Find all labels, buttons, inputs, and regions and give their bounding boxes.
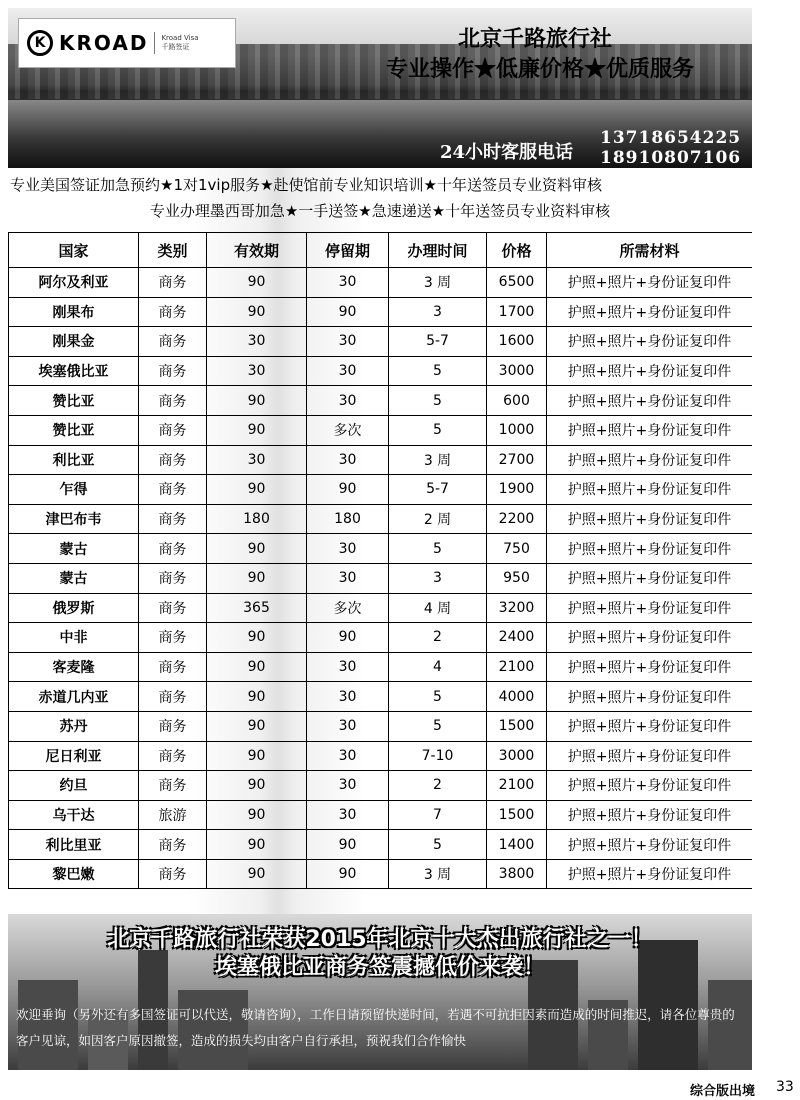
cell-country: 利比里亚 <box>9 830 139 860</box>
cell-materials: 护照+照片+身份证复印件 <box>547 356 753 386</box>
cell-materials: 护照+照片+身份证复印件 <box>547 563 753 593</box>
cell-category: 商务 <box>139 415 207 445</box>
cell-stay: 30 <box>307 327 389 357</box>
header-processing-time: 办理时间 <box>389 233 487 268</box>
cell-price: 2100 <box>487 652 547 682</box>
cell-country: 津巴布韦 <box>9 504 139 534</box>
cell-processing-time: 7 <box>389 800 487 830</box>
cell-validity: 90 <box>207 859 307 889</box>
cell-processing-time: 7-10 <box>389 741 487 771</box>
cell-validity: 90 <box>207 297 307 327</box>
cell-country: 埃塞俄比亚 <box>9 356 139 386</box>
cell-stay: 30 <box>307 741 389 771</box>
cell-price: 3800 <box>487 859 547 889</box>
cell-category: 商务 <box>139 623 207 653</box>
table-row <box>9 445 753 475</box>
cell-stay: 30 <box>307 800 389 830</box>
cell-stay: 30 <box>307 771 389 801</box>
cell-category: 商务 <box>139 652 207 682</box>
cell-category: 商务 <box>139 534 207 564</box>
footer-section-name: 综合版出境 <box>690 1084 756 1099</box>
cell-category: 商务 <box>139 356 207 386</box>
cell-price: 2100 <box>487 771 547 801</box>
table-row <box>9 504 753 534</box>
cell-price: 6500 <box>487 268 547 298</box>
table-row <box>9 859 753 889</box>
cell-materials: 护照+照片+身份证复印件 <box>547 741 753 771</box>
advertisement-page <box>8 8 752 1070</box>
cell-stay: 90 <box>307 297 389 327</box>
cell-processing-time: 2 <box>389 771 487 801</box>
cell-stay: 多次 <box>307 593 389 623</box>
cell-category: 商务 <box>139 445 207 475</box>
cell-price: 1500 <box>487 711 547 741</box>
cell-validity: 90 <box>207 415 307 445</box>
cell-stay: 30 <box>307 563 389 593</box>
cell-category: 商务 <box>139 741 207 771</box>
cell-country: 俄罗斯 <box>9 593 139 623</box>
table-row <box>9 386 753 416</box>
header-banner <box>8 8 752 168</box>
cell-country: 约旦 <box>9 771 139 801</box>
cell-processing-time: 3 周 <box>389 445 487 475</box>
cell-processing-time: 4 <box>389 652 487 682</box>
page-number: 33 <box>776 1079 794 1095</box>
cell-validity: 90 <box>207 741 307 771</box>
cell-stay: 30 <box>307 445 389 475</box>
cell-country: 赤道几内亚 <box>9 682 139 712</box>
cell-validity: 90 <box>207 830 307 860</box>
cell-country: 刚果布 <box>9 297 139 327</box>
cell-category: 商务 <box>139 830 207 860</box>
cell-stay: 90 <box>307 830 389 860</box>
cell-validity: 30 <box>207 327 307 357</box>
cell-materials: 护照+照片+身份证复印件 <box>547 386 753 416</box>
cell-country: 尼日利亚 <box>9 741 139 771</box>
cell-processing-time: 2 <box>389 623 487 653</box>
cell-stay: 30 <box>307 711 389 741</box>
cell-category: 商务 <box>139 297 207 327</box>
cell-materials: 护照+照片+身份证复印件 <box>547 682 753 712</box>
cell-price: 1400 <box>487 830 547 860</box>
table-row <box>9 741 753 771</box>
table-row <box>9 623 753 653</box>
cell-processing-time: 3 周 <box>389 268 487 298</box>
cell-validity: 30 <box>207 445 307 475</box>
cell-materials: 护照+照片+身份证复印件 <box>547 327 753 357</box>
cell-validity: 90 <box>207 534 307 564</box>
cell-category: 商务 <box>139 268 207 298</box>
cell-stay: 30 <box>307 652 389 682</box>
agency-slogan: 专业操作★低廉价格★优质服务 <box>386 56 695 82</box>
table-row <box>9 800 753 830</box>
header-materials: 所需材料 <box>547 233 753 268</box>
cell-stay: 30 <box>307 356 389 386</box>
cell-materials: 护照+照片+身份证复印件 <box>547 475 753 505</box>
cell-processing-time: 2 周 <box>389 504 487 534</box>
cell-price: 1900 <box>487 475 547 505</box>
cell-validity: 30 <box>207 356 307 386</box>
cell-materials: 护照+照片+身份证复印件 <box>547 297 753 327</box>
table-row <box>9 711 753 741</box>
cell-stay: 30 <box>307 386 389 416</box>
cell-stay: 180 <box>307 504 389 534</box>
kroad-logo <box>18 18 236 68</box>
table-row <box>9 563 753 593</box>
cell-price: 3200 <box>487 593 547 623</box>
notice-mexico-visa: 专业办理墨西哥加急★一手送签★急速递送★十年送签员专业资料审核 <box>149 202 611 220</box>
cell-validity: 90 <box>207 563 307 593</box>
cell-validity: 90 <box>207 268 307 298</box>
table-row <box>9 415 753 445</box>
cell-price: 2700 <box>487 445 547 475</box>
cell-materials: 护照+照片+身份证复印件 <box>547 504 753 534</box>
cell-country: 中非 <box>9 623 139 653</box>
cell-category: 商务 <box>139 593 207 623</box>
cell-materials: 护照+照片+身份证复印件 <box>547 593 753 623</box>
cell-processing-time: 5-7 <box>389 475 487 505</box>
disclaimer-text: 欢迎垂询（另外还有多国签证可以代送，敬请咨询），工作日请预留快递时间，若遇不可抗拒因素而造成的时间推迟，请各位尊贵的客户见谅，如因客户原因撤签，造成的损失均由客户自行承担，预祝我们合作愉快 <box>16 1007 735 1048</box>
cell-category: 商务 <box>139 327 207 357</box>
cell-processing-time: 5 <box>389 415 487 445</box>
cell-materials: 护照+照片+身份证复印件 <box>547 800 753 830</box>
cell-validity: 365 <box>207 593 307 623</box>
cell-country: 刚果金 <box>9 327 139 357</box>
logo-subtitle-en: Kroad Visa <box>161 34 199 42</box>
hotline-label: 24小时客服电话 <box>440 142 574 163</box>
cell-price: 1700 <box>487 297 547 327</box>
logo-subtitle-cn: 千路签证 <box>161 43 190 51</box>
cell-stay: 30 <box>307 682 389 712</box>
table-row <box>9 682 753 712</box>
cell-processing-time: 5 <box>389 682 487 712</box>
cell-price: 750 <box>487 534 547 564</box>
agency-name: 北京千路旅行社 <box>458 26 613 52</box>
table-row <box>9 534 753 564</box>
phone-number-1[interactable]: 13718654225 <box>600 128 742 148</box>
cell-materials: 护照+照片+身份证复印件 <box>547 830 753 860</box>
cell-stay: 90 <box>307 475 389 505</box>
cell-processing-time: 3 周 <box>389 859 487 889</box>
cell-validity: 90 <box>207 682 307 712</box>
cell-validity: 90 <box>207 623 307 653</box>
visa-price-table <box>8 232 752 889</box>
table-row <box>9 593 753 623</box>
logo-divider <box>154 32 155 54</box>
cell-processing-time: 3 <box>389 563 487 593</box>
cell-validity: 90 <box>207 386 307 416</box>
cell-category: 商务 <box>139 771 207 801</box>
cell-materials: 护照+照片+身份证复印件 <box>547 534 753 564</box>
table-row <box>9 771 753 801</box>
cell-price: 2200 <box>487 504 547 534</box>
cell-processing-time: 5 <box>389 711 487 741</box>
header-price: 价格 <box>487 233 547 268</box>
cell-stay: 多次 <box>307 415 389 445</box>
cell-stay: 30 <box>307 534 389 564</box>
visa-table-body <box>9 268 753 889</box>
promo-ethiopia: 埃塞俄比亚商务签震撼低价来袭！ <box>214 955 545 980</box>
cell-price: 1000 <box>487 415 547 445</box>
table-row <box>9 652 753 682</box>
cell-processing-time: 5 <box>389 386 487 416</box>
cell-price: 2400 <box>487 623 547 653</box>
cell-processing-time: 5-7 <box>389 327 487 357</box>
promo-award: 北京千路旅行社荣获2015年北京十大杰出旅行社之一！ <box>107 927 653 952</box>
cell-validity: 180 <box>207 504 307 534</box>
cell-category: 商务 <box>139 386 207 416</box>
page-footer <box>0 1080 800 1100</box>
cell-price: 1500 <box>487 800 547 830</box>
cell-validity: 90 <box>207 652 307 682</box>
cell-validity: 90 <box>207 475 307 505</box>
cell-country: 黎巴嫩 <box>9 859 139 889</box>
cell-category: 商务 <box>139 682 207 712</box>
cell-price: 3000 <box>487 741 547 771</box>
table-row <box>9 356 753 386</box>
cell-processing-time: 5 <box>389 356 487 386</box>
table-row <box>9 475 753 505</box>
cell-category: 商务 <box>139 504 207 534</box>
cell-country: 乍得 <box>9 475 139 505</box>
cell-category: 商务 <box>139 563 207 593</box>
phone-number-2[interactable]: 18910807106 <box>600 148 742 168</box>
cell-validity: 90 <box>207 771 307 801</box>
header-country: 国家 <box>9 233 139 268</box>
cell-materials: 护照+照片+身份证复印件 <box>547 711 753 741</box>
cell-processing-time: 5 <box>389 534 487 564</box>
cell-validity: 90 <box>207 711 307 741</box>
table-row <box>9 327 753 357</box>
cell-category: 旅游 <box>139 800 207 830</box>
header-stay: 停留期 <box>307 233 389 268</box>
cell-country: 蒙古 <box>9 534 139 564</box>
cell-country: 客麦隆 <box>9 652 139 682</box>
table-row <box>9 830 753 860</box>
logo-mark-icon: K <box>27 30 53 56</box>
cell-price: 950 <box>487 563 547 593</box>
cell-stay: 90 <box>307 859 389 889</box>
cell-materials: 护照+照片+身份证复印件 <box>547 859 753 889</box>
cell-materials: 护照+照片+身份证复印件 <box>547 415 753 445</box>
cell-category: 商务 <box>139 859 207 889</box>
cell-materials: 护照+照片+身份证复印件 <box>547 652 753 682</box>
cell-materials: 护照+照片+身份证复印件 <box>547 445 753 475</box>
cell-country: 乌干达 <box>9 800 139 830</box>
cell-category: 商务 <box>139 475 207 505</box>
cell-processing-time: 4 周 <box>389 593 487 623</box>
header-validity: 有效期 <box>207 233 307 268</box>
cell-materials: 护照+照片+身份证复印件 <box>547 771 753 801</box>
cell-country: 蒙古 <box>9 563 139 593</box>
cell-country: 苏丹 <box>9 711 139 741</box>
table-header-row <box>9 233 753 268</box>
cell-country: 赞比亚 <box>9 386 139 416</box>
cell-processing-time: 3 <box>389 297 487 327</box>
cell-processing-time: 5 <box>389 830 487 860</box>
cell-stay: 30 <box>307 268 389 298</box>
cell-materials: 护照+照片+身份证复印件 <box>547 268 753 298</box>
cell-price: 3000 <box>487 356 547 386</box>
table-row <box>9 268 753 298</box>
cell-country: 赞比亚 <box>9 415 139 445</box>
cell-country: 阿尔及利亚 <box>9 268 139 298</box>
cell-validity: 90 <box>207 800 307 830</box>
table-row <box>9 297 753 327</box>
cell-price: 1600 <box>487 327 547 357</box>
cell-country: 利比亚 <box>9 445 139 475</box>
cell-materials: 护照+照片+身份证复印件 <box>547 623 753 653</box>
logo-subtitle <box>161 34 198 52</box>
cell-price: 600 <box>487 386 547 416</box>
header-category: 类别 <box>139 233 207 268</box>
cell-category: 商务 <box>139 711 207 741</box>
notice-us-visa: 专业美国签证加急预约★1对1vip服务★赴使馆前专业知识培训★十年送签员专业资料审核 <box>10 176 602 194</box>
logo-text: KROAD <box>59 31 149 55</box>
cell-stay: 90 <box>307 623 389 653</box>
cell-price: 4000 <box>487 682 547 712</box>
